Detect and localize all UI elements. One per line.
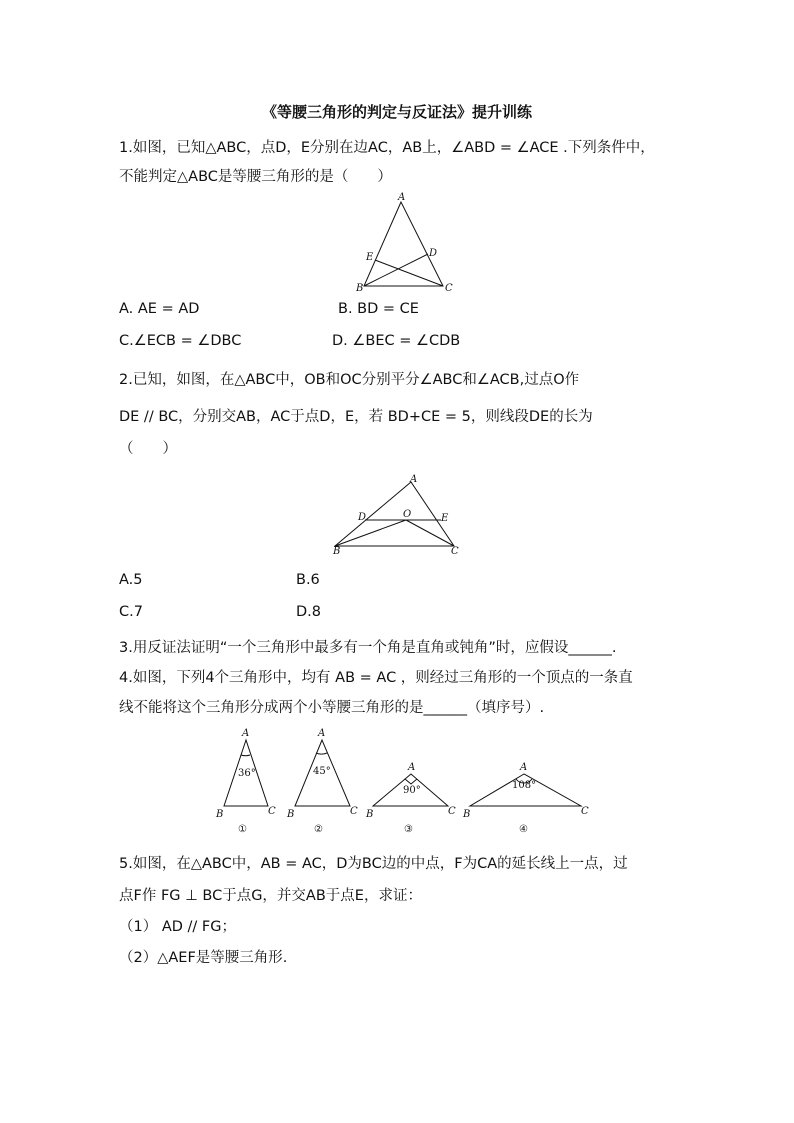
q4-t2-angle: 45° <box>313 766 331 777</box>
q5-part-1: （1） AD // FG； <box>119 919 236 935</box>
page-title: 《等腰三角形的判定与反证法》提升训练 <box>261 103 532 121</box>
q4-text-line1: 4.如图，下列4个三角形中，均有 AB = AC ，则经过三角形的一个顶点的一条直 <box>119 670 633 686</box>
q1-label-e: E <box>366 252 374 263</box>
q2-label-o: O <box>403 509 412 520</box>
q4-t4-label-b: B <box>463 809 471 820</box>
q1-label-c: C <box>445 283 453 294</box>
q2-triangle-figure <box>330 474 465 557</box>
q4-t4-label-c: C <box>581 806 589 817</box>
q4-t1-label-a: A <box>242 728 250 739</box>
q1-option-d: D. ∠BEC = ∠CDB <box>332 333 461 349</box>
q2-option-a: A.5 <box>119 572 143 588</box>
q4-t1-label-b: B <box>216 809 224 820</box>
q2-option-d: D.8 <box>296 604 321 620</box>
q4-t3-angle: 90° <box>403 785 421 796</box>
q4-t1-angle: 36° <box>238 768 256 779</box>
q1-option-c: C.∠ECB = ∠DBC <box>119 333 242 349</box>
q4-t1-number: ① <box>238 824 247 835</box>
q1-text-line2: 不能判定△ABC是等腰三角形的是（ ） <box>119 169 392 185</box>
q4-t2-label-c: C <box>350 806 358 817</box>
q1-triangle-figure <box>355 194 455 294</box>
q1-option-b: B. BD = CE <box>338 301 419 317</box>
q2-label-c: C <box>451 546 459 557</box>
q3-text-line1: 3.用反证法证明“一个三角形中最多有一个角是直角或钝角”时，应假设______. <box>119 640 617 656</box>
q5-part-2: （2）△AEF是等腰三角形. <box>119 950 288 966</box>
q4-text-line2: 线不能将这个三角形分成两个小等腰三角形的是______（填序号）. <box>119 700 545 716</box>
q4-t2-number: ② <box>314 824 323 835</box>
q5-text-line1: 5.如图，在△ABC中，AB = AC，D为BC边的中点，F为CA的延长线上一点，过 <box>119 856 628 872</box>
q1-text-line1: 1.如图，已知△ABC，点D，E分别在边AC，AB上，∠ABD = ∠ACE .下列条件中， <box>119 140 655 156</box>
q2-option-b: B.6 <box>296 572 320 588</box>
q4-t3-label-c: C <box>448 806 456 817</box>
q4-t1-label-c: C <box>268 806 276 817</box>
q2-label-a: A <box>410 474 418 485</box>
q1-label-a: A <box>398 192 406 203</box>
q2-text-line3: （ ） <box>119 441 177 457</box>
q2-label-e: E <box>441 513 449 524</box>
q1-label-d: D <box>429 248 438 259</box>
q4-t3-label-b: B <box>366 809 374 820</box>
q4-t3-label-a: A <box>408 762 416 773</box>
q2-option-c: C.7 <box>119 604 143 620</box>
q5-text-line2: 点F作 FG ⊥ BC于点G，并交AB于点E，求证： <box>119 888 422 904</box>
q1-option-a: A. AE = AD <box>119 301 200 317</box>
q2-text-line1: 2.已知，如图，在△ABC中，OB和OC分别平分∠ABC和∠ACB,过点O作 <box>119 372 580 388</box>
q2-label-b: B <box>333 546 341 557</box>
q4-t2-label-a: A <box>318 728 326 739</box>
q4-t4-label-a: A <box>520 762 528 773</box>
q2-text-line2: DE // BC，分别交AB，AC于点D，E，若 BD+CE = 5，则线段DE的长为 <box>119 409 593 425</box>
q4-t4-angle: 108° <box>512 780 537 791</box>
q1-label-b: B <box>356 283 364 294</box>
q4-t3-number: ③ <box>404 824 413 835</box>
q4-t2-label-b: B <box>287 809 295 820</box>
q4-t4-number: ④ <box>519 824 528 835</box>
q4-triangles-figure <box>212 726 592 836</box>
q2-label-d: D <box>358 512 367 523</box>
